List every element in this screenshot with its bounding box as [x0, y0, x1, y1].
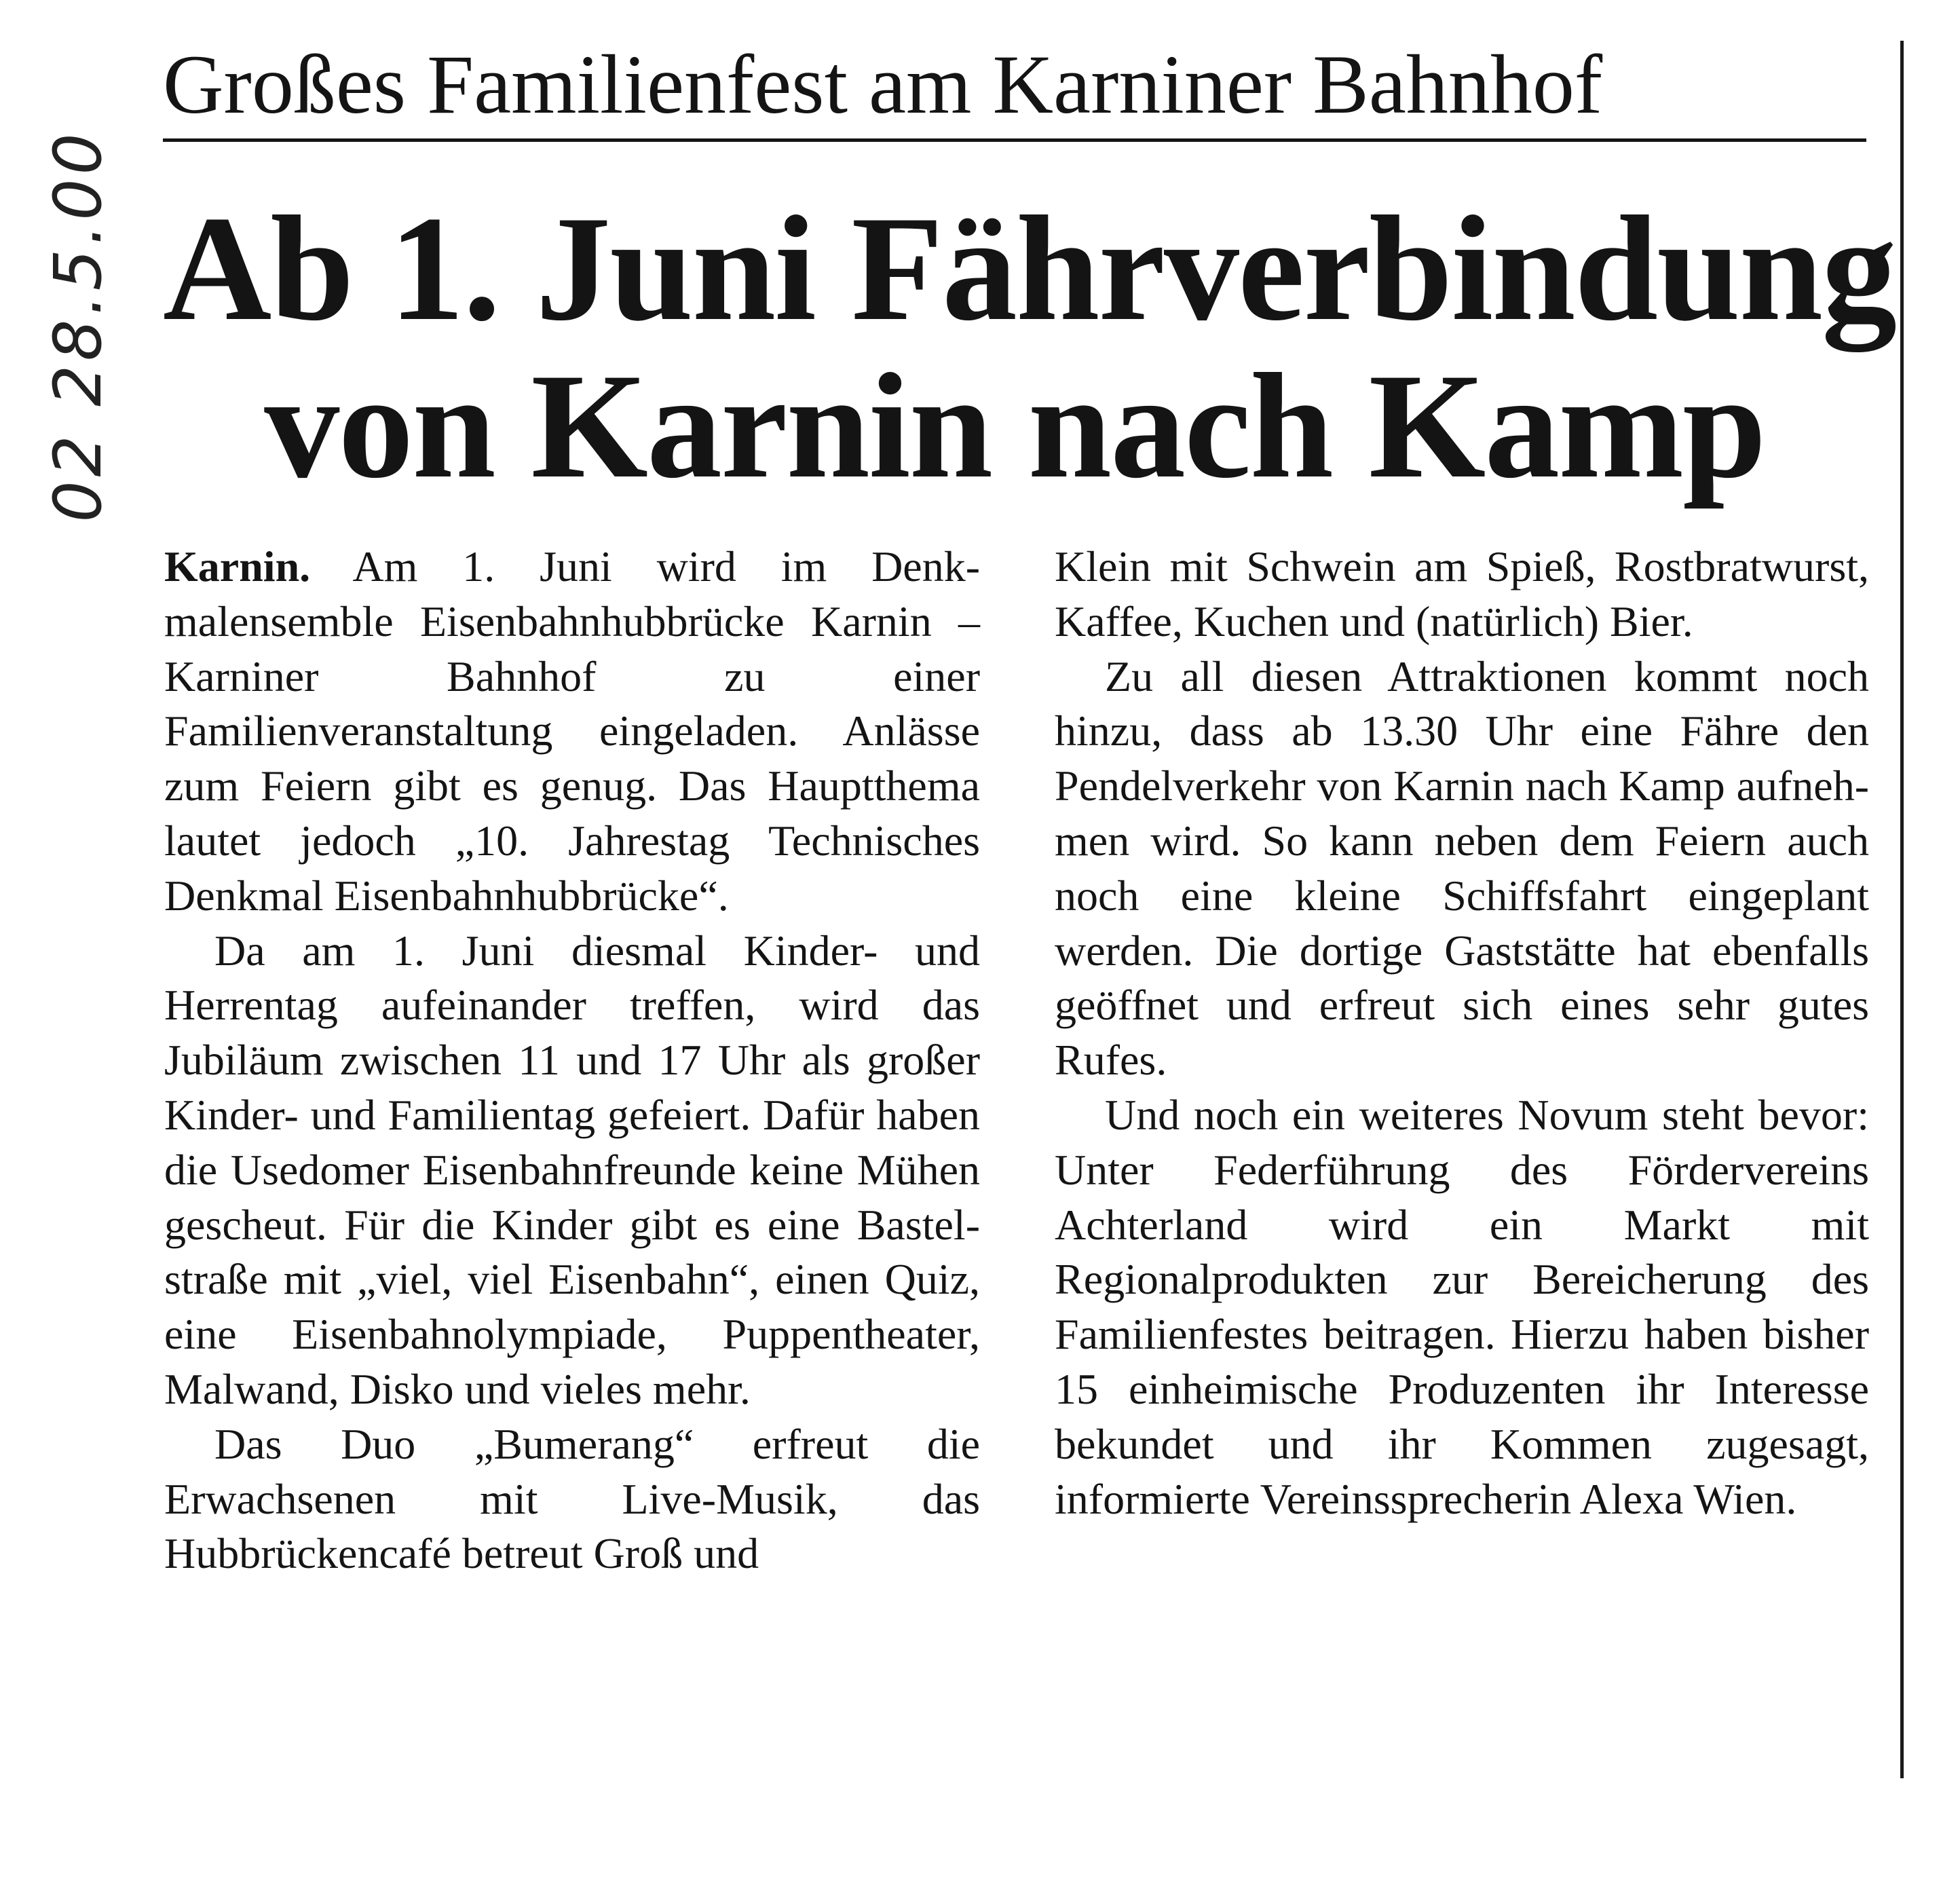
- article-paragraph: Zu all diesen Attraktionen kommt noch hinzu, dass ab 13.30 Uhr eine Fähre den Pendelverkehr von Karnin nach Kamp aufnehmen wird. So kann neben dem Feiern auch noch eine kleine Schiffsfahrt eingeplant werden. Die dortige Gaststätte hat ebenfalls geöffnet und erfreut sich eines sehr gutes Rufes.: [1055, 652, 1869, 1085]
- article-headline: [163, 185, 1896, 510]
- article-paragraph: Da am 1. Juni diesmal Kinder- und Herrentag aufeinander treffen, wird das Jubiläum zwischen 11 und 17 Uhr als großer Kinder- und Familientag gefeiert. Dafür haben die Usedomer Eisenbahnfreunde keine Mühen gescheut. Für die Kinder gibt es eine Bastelstraße mit „viel, viel Eisenbahn“, einen Quiz, eine Eisenbahnolympiade, Puppentheater, Malwand, Disko und vieles mehr.: [164, 926, 980, 1413]
- headline-line-1: Ab 1. Juni Fährverbindung: [163, 185, 1896, 352]
- kicker-divider: [163, 138, 1866, 142]
- headline-line-2: von Karnin nach Kamp: [264, 343, 1765, 510]
- article-paragraph: Und noch ein weiteres Novum steht bevor: Unter Federführung des Fördervereins Achterland wird ein Markt mit Regionalprodukten zur Bereicherung des Familienfestes beitragen. Hierzu haben bisher 15 einheimische Produzenten ihr Interesse bekundet und ihr Kommen zugesagt, informierte Vereinssprecherin Alexa Wien.: [1055, 1090, 1869, 1523]
- clipping-edge-line: [1900, 41, 1904, 1778]
- article-column-right: [1055, 540, 1869, 1526]
- date-stamp-text: 02 28.5.00: [40, 129, 116, 523]
- article-column-left: [164, 540, 980, 1581]
- article-paragraph: Klein mit Schwein am Spieß, Rostbratwurst, Kaffee, Kuchen und (natürlich) Bier.: [1055, 542, 1869, 645]
- paragraph-text: Am 1. Juni wird im Denkmalensemble Eisenbahnhubbrücke Karnin – Karniner Bahnhof zu einer Familienveranstaltung eingeladen. Anlässe zum Feiern gibt es genug. Das Hauptthema lautet jedoch „10. Jahrestag Technisches Denkmal Eisenbahnhubbrücke“.: [164, 542, 980, 920]
- article-dateline: Karnin.: [164, 542, 311, 590]
- article-paragraph: Das Duo „Bumerang“ erfreut die Erwachsenen mit Live-Musik, das Hubbrückencafé betreut Groß und: [164, 1419, 980, 1578]
- clipping-edge-line-lower: [1900, 1738, 1904, 1778]
- article-kicker: Großes Familienfest am Karniner Bahnhof: [163, 38, 1603, 131]
- article-paragraph: [164, 540, 980, 924]
- handwritten-date-stamp: [40, 129, 116, 523]
